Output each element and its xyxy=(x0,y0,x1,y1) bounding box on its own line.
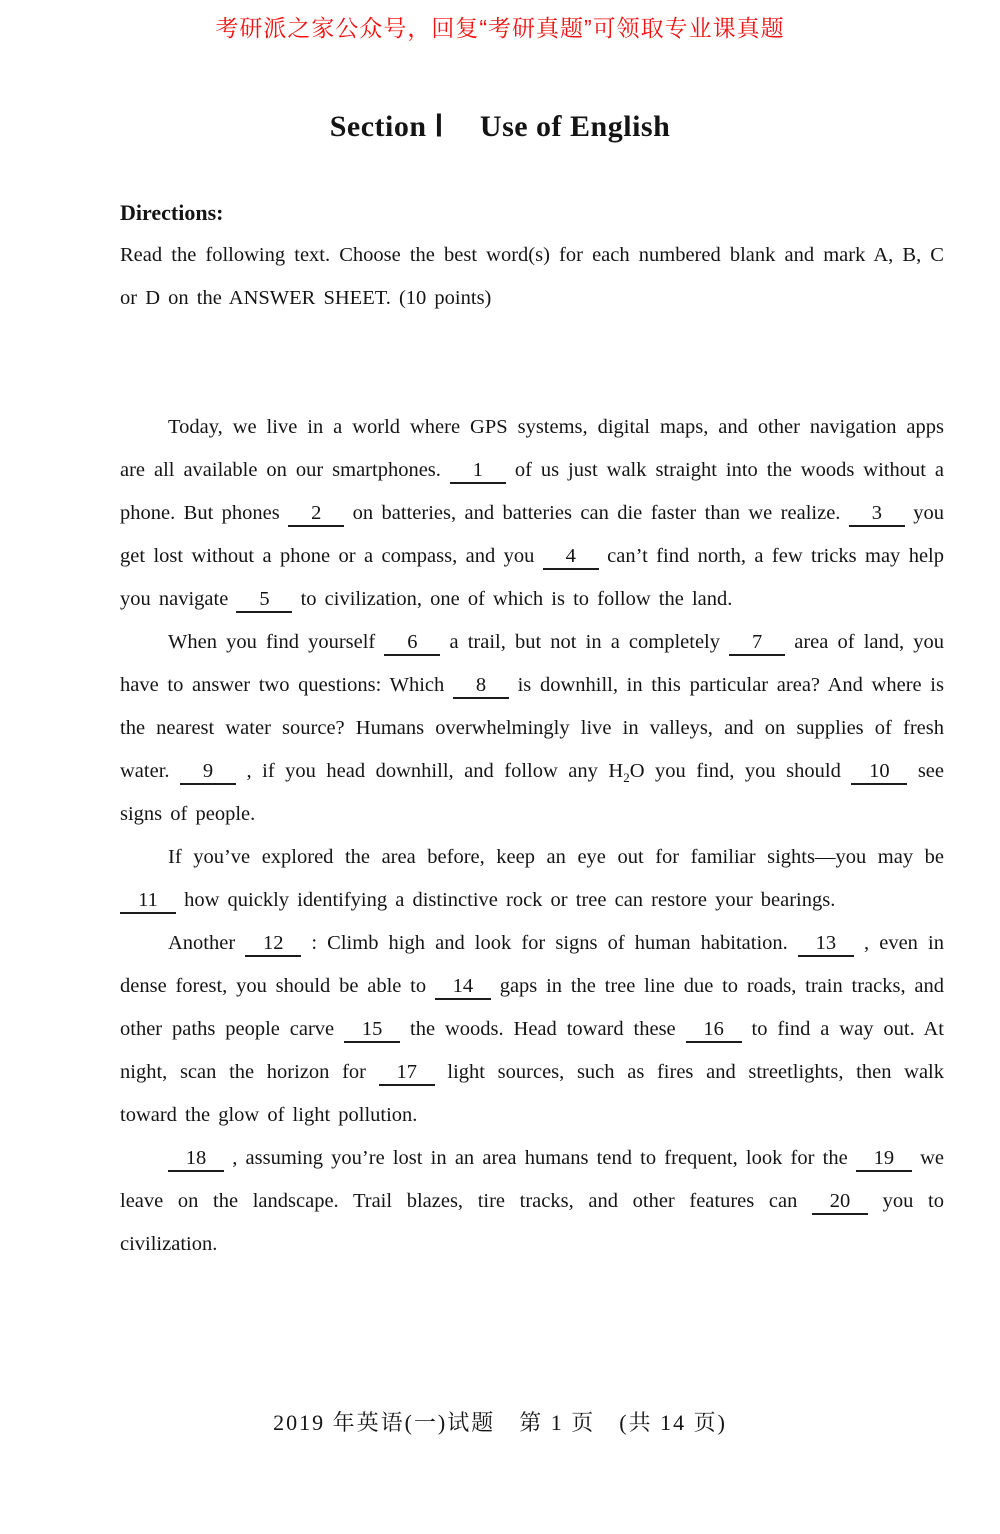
blank-3: 3 xyxy=(849,502,905,527)
blank-18: 18 xyxy=(168,1147,224,1172)
blank-13: 13 xyxy=(798,932,854,957)
paragraph: When you find yourself 6 a trail, but not in a completely 7 area of land, you have to answer two questions: Which 8 is downhill, in this particular area? And where is the nearest water source? Humans overwhelmingly live in valleys, and on supplies of fresh water. 9 , if you head downhill, and follow any $H_2O$ you find, you should 10 see signs of people. xyxy=(120,631,945,825)
paragraph: Today, we live in a world where GPS systems, digital maps, and other navigation apps are all available on our smartphones. 1 of us just walk straight into the woods without a phone. But phones 2 on batteries, and batteries can die faster than we realize. 3 you get lost without a phone or a compass, and you 4 can’t find north, a few tricks may help you navigate 5 to civilization, one of which is to follow the land. xyxy=(120,406,944,621)
paragraph: 18 , assuming you’re lost in an area humans tend to frequent, look for the 19 we leave on the landscape. Trail blazes, tire tracks, and other features can 20 you to civilization. xyxy=(120,1147,945,1255)
blank-15: 15 xyxy=(344,1018,400,1043)
blank-17: 17 xyxy=(379,1061,435,1086)
blank-9: 9 xyxy=(180,760,236,785)
directions-text: Read the following text. Choose the best word(s) for each numbered blank and mark A, B, C or D on the ANSWER SHEET. (10 points) xyxy=(120,244,944,309)
directions-label: Directions: xyxy=(120,200,224,225)
blank-5: 5 xyxy=(236,588,292,613)
blank-20: 20 xyxy=(812,1190,868,1215)
page-title xyxy=(0,109,1000,144)
blank-12: 12 xyxy=(245,932,301,957)
promo-banner: 考研派之家公众号，回复“考研真题”可领取专业课真题 xyxy=(215,15,785,41)
blank-4: 4 xyxy=(543,545,599,570)
subscript: 2 xyxy=(623,770,630,786)
passage xyxy=(120,406,944,1266)
blank-10: 10 xyxy=(851,760,907,785)
blank-8: 8 xyxy=(453,674,509,699)
content-area xyxy=(0,200,1000,1266)
section-name: Use of English xyxy=(479,110,671,143)
blank-11: 11 xyxy=(120,889,176,914)
blank-6: 6 xyxy=(384,631,440,656)
blank-14: 14 xyxy=(435,975,491,1000)
section-label: Section Ⅰ xyxy=(329,110,444,143)
blank-19: 19 xyxy=(856,1147,912,1172)
paragraph: Another 12 : Climb high and look for signs of human habitation. 13 , even in dense forest, you should be able to 14 gaps in the tree line due to roads, train tracks, and other paths people carve 15 the woods. Head toward these 16 to find a way out. At night, scan the horizon for 17 light sources, such as fires and streetlights, then walk toward the glow of light pollution. xyxy=(120,932,944,1126)
blank-7: 7 xyxy=(729,631,785,656)
paragraph: If you’ve explored the area before, keep an eye out for familiar sights—you may be 11 how quickly identifying a distinctive rock or tree can restore your bearings. xyxy=(120,836,944,922)
blank-16: 16 xyxy=(686,1018,742,1043)
blank-1: 1 xyxy=(450,459,506,484)
page-footer: 2019 年英语(一)试题 第 1 页 (共 14 页) xyxy=(273,1410,727,1435)
blank-2: 2 xyxy=(288,502,344,527)
